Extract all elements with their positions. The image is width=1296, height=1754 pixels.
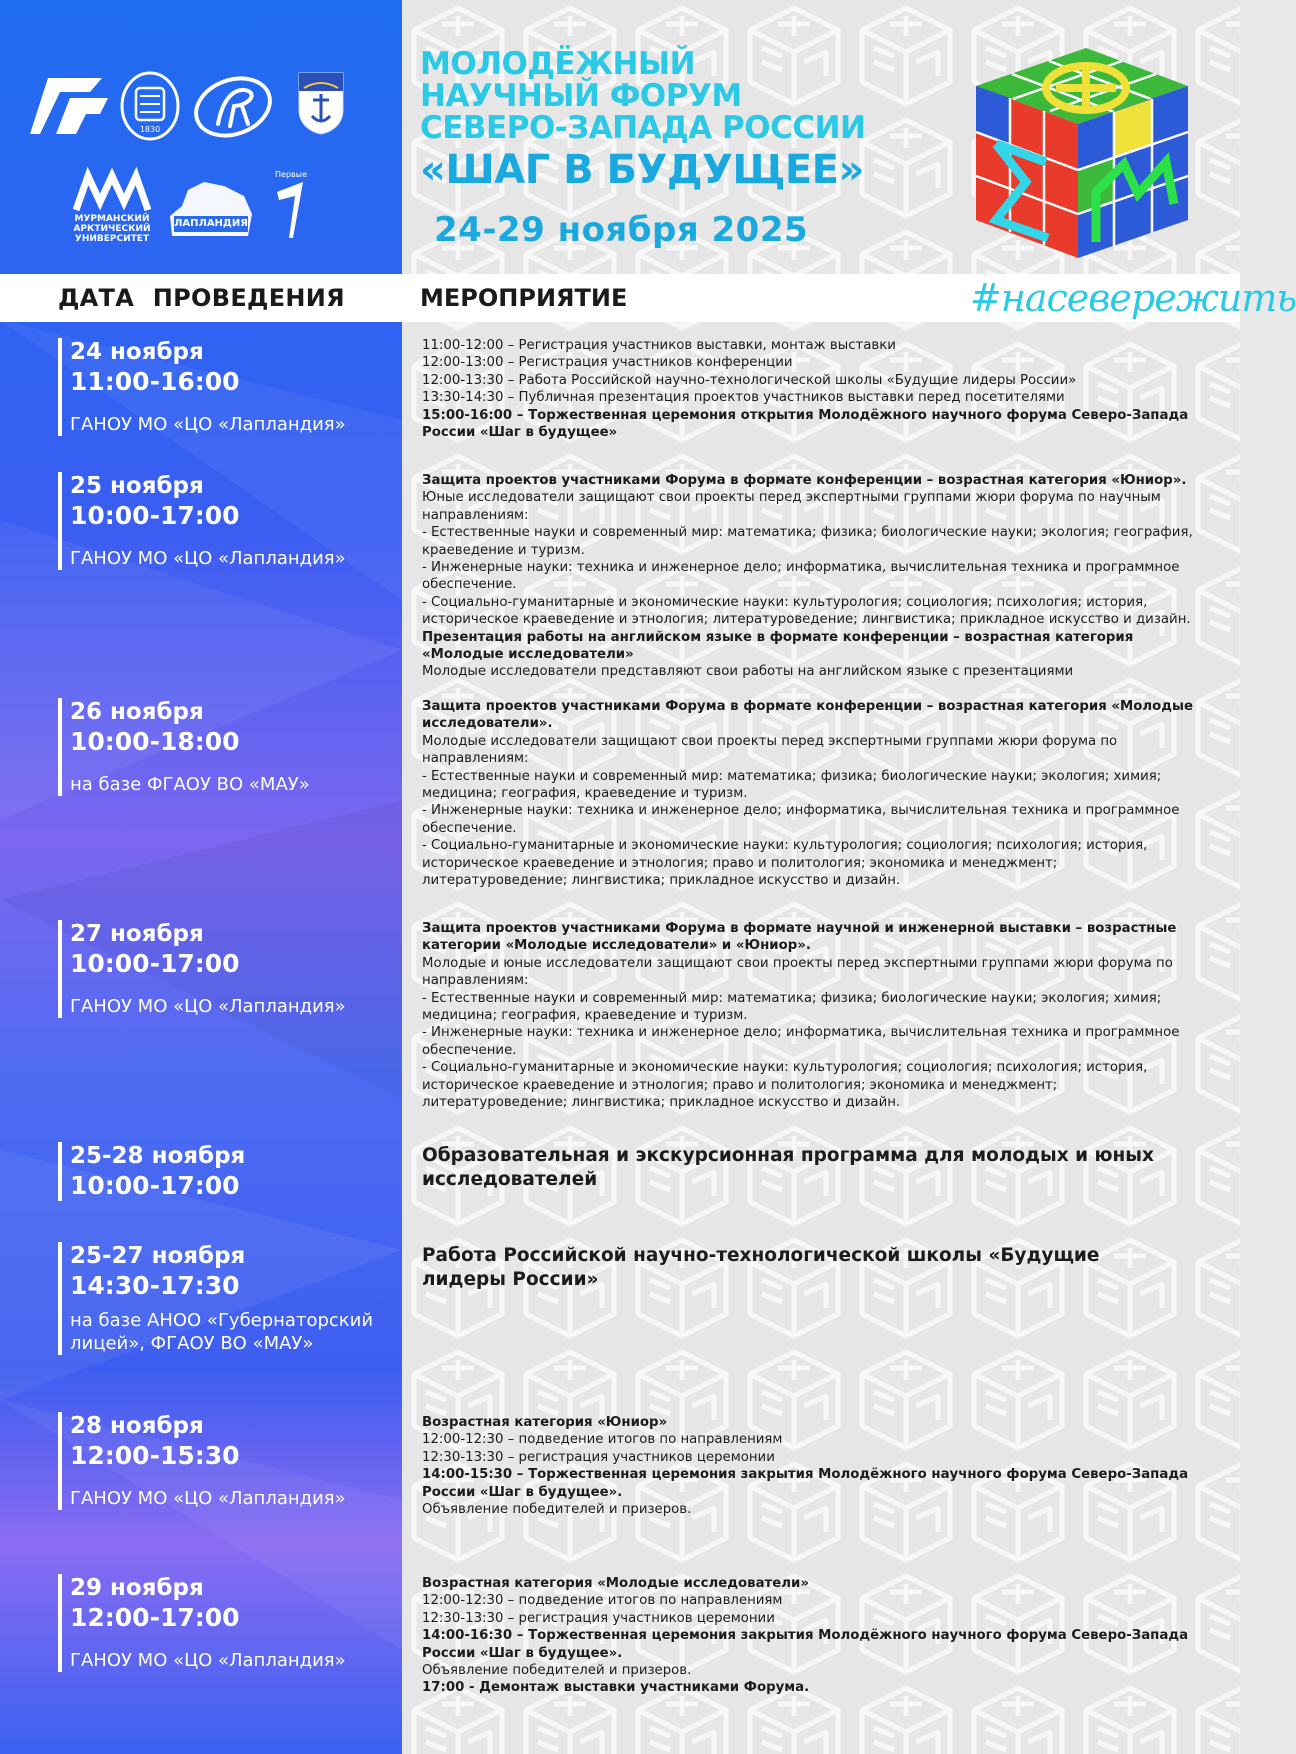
event-line: - Инженерные науки: техника и инженерное дело; информатика, вычислительная техника и программное обеспечение.	[422, 803, 1180, 836]
event-line: Возрастная категория «Юниор»	[422, 1415, 668, 1430]
event-line: 12:00-12:30 – подведение итогов по направлениям	[422, 1593, 783, 1609]
pervye-logo	[268, 170, 314, 244]
event-line: - Естественные науки и современный мир: математика; физика; биологические науки; экология; география, краеведение и туризм.	[422, 525, 1193, 558]
mau-line-2: АРКТИЧЕСКИЙ	[73, 224, 151, 234]
event-line: 12:00-12:30 – подведение итогов по направлениям	[422, 1432, 783, 1448]
event-line: Возрастная категория «Молодые исследователи»	[422, 1576, 809, 1591]
column-header-event: МЕРОПРИЯТИЕ	[420, 284, 628, 312]
event-row-2	[422, 698, 1202, 889]
date-place: ГАНОУ МО «ЦО «Лапландия»	[70, 1650, 346, 1671]
event-line: - Социально-гуманитарные и экономические науки: культурология; социология; психология; история, историческое краеведение и этнология; право и политология; экономика и менеджмент; литературоведение; лингвистика; прикладное искусство и дизайн.	[422, 1060, 1148, 1111]
mau-logo	[70, 168, 154, 248]
murmansk-emblem	[296, 70, 346, 136]
event-line: Защита проектов участниками Форума в формате научной и инженерной выставки – возрастные категории «Молодые исследователи» и «Юниор».	[422, 921, 1177, 954]
date-time: 10:00-17:00	[70, 501, 240, 530]
date-card-29	[58, 1574, 388, 1672]
laplandia-label: ЛАПЛАНДИЯ	[174, 218, 248, 229]
event-line: 14:00-15:30 – Торжественная церемония закрытия Молодёжного научного форума Северо-Запада России «Шаг в будущее».	[422, 1467, 1189, 1500]
event-line: - Социально-гуманитарные и экономические науки: культурология; социология; психология; история, историческое краеведение и этнология; литературоведение; лингвистика; прикладное искусство и дизайн.	[422, 594, 1191, 628]
date-day: 24 ноября	[70, 339, 204, 365]
date-place: на базе АНОО «Губернаторский лицей», ФГАОУ ВО «МАУ»	[70, 1310, 374, 1354]
date-time: 14:30-17:30	[70, 1271, 240, 1300]
event-line: Молодые исследователи представляют свои работы на английском языке с презентациями	[422, 664, 1074, 680]
pushkin-logo	[190, 72, 276, 142]
logo-year: 1830	[139, 125, 161, 134]
forum-title	[420, 48, 940, 194]
event-line: Молодые исследователи защищают свои проекты перед экспертными группами жюри форума по направлениям:	[422, 733, 1118, 767]
ministry-logo	[30, 70, 110, 142]
title-line-3: СЕВЕРО-ЗАПАДА РОССИИ	[420, 110, 866, 146]
event-row-7	[422, 1575, 1202, 1697]
date-card-27	[58, 920, 388, 1018]
event-line: - Инженерные науки: техника и инженерное дело; информатика, вычислительная техника и программное обеспечение.	[422, 560, 1180, 593]
event-line: 13:30-14:30 – Публичная презентация проектов участников выставки перед посетителями	[422, 390, 1065, 406]
date-place: ГАНОУ МО «ЦО «Лапландия»	[70, 1488, 346, 1509]
event-line: 12:00-13:30 – Работа Российской научно-технологической школы «Будущие лидеры России»	[422, 372, 1077, 388]
title-line-2: НАУЧНЫЙ ФОРУМ	[420, 78, 742, 114]
date-time: 12:00-17:00	[70, 1603, 240, 1632]
event-line: 14:00-16:30 – Торжественная церемония закрытия Молодёжного научного форума Северо-Запада России «Шаг в будущее».	[422, 1628, 1189, 1661]
date-card-26	[58, 698, 388, 796]
date-time: 10:00-18:00	[70, 727, 240, 756]
title-slogan: «ШАГ В БУДУЩЕЕ»	[420, 147, 864, 193]
event-row-1	[422, 472, 1202, 681]
date-day: 25 ноября	[70, 473, 204, 499]
laplandia-logo	[164, 176, 258, 242]
mau-line-1: МУРМАНСКИЙ	[74, 214, 150, 224]
date-day: 28 ноября	[70, 1413, 204, 1439]
date-place: ГАНОУ МО «ЦО «Лапландия»	[70, 414, 346, 435]
event-row-0	[422, 337, 1202, 441]
date-day: 26 ноября	[70, 699, 204, 725]
event-row-6	[422, 1414, 1202, 1518]
event-line: 12:30-13:30 – регистрация участников церемонии	[422, 1610, 775, 1626]
date-card-25-27	[58, 1242, 388, 1355]
event-line: Объявление победителей и призеров.	[422, 1502, 692, 1518]
date-place: на базе ФГАОУ ВО «МАУ»	[70, 774, 310, 795]
coat-of-arms-logo	[118, 70, 182, 142]
event-line: Молодые и юные исследователи защищают свои проекты перед экспертными группами жюри форума по направлениям:	[422, 955, 1173, 989]
date-day: 27 ноября	[70, 921, 204, 947]
hashtag: #насевережить	[970, 276, 1296, 320]
date-place: ГАНОУ МО «ЦО «Лапландия»	[70, 996, 346, 1017]
event-line: 12:30-13:30 – регистрация участников церемонии	[422, 1449, 775, 1465]
date-day: 25-27 ноября	[70, 1243, 246, 1269]
column-header-bar	[0, 274, 1296, 322]
event-line: - Социально-гуманитарные и экономические науки: культурология; социология; психология; история, историческое краеведение и этнология; право и политология; экономика и менеджмент; литературоведение; лингвистика; прикладное искусство и дизайн.	[422, 838, 1148, 889]
event-line: - Инженерные науки: техника и инженерное дело; информатика, вычислительная техника и программное обеспечение.	[422, 1025, 1180, 1058]
date-place: ГАНОУ МО «ЦО «Лапландия»	[70, 548, 346, 569]
date-card-25	[58, 472, 388, 570]
date-time: 11:00-16:00	[70, 367, 240, 396]
date-card-28	[58, 1412, 388, 1510]
event-row-3	[422, 920, 1202, 1111]
event-line: Объявление победителей и призеров.	[422, 1663, 692, 1679]
date-day: 25-28 ноября	[70, 1143, 246, 1169]
event-line: Презентация работы на английском языке в формате конференции – возрастная категория «Молодые исследователи»	[422, 629, 1134, 663]
event-line: 15:00-16:00 – Торжественная церемония открытия Молодёжного научного форума Северо-Запада России «Шаг в будущее»	[422, 407, 1189, 441]
event-line: - Естественные науки и современный мир: математика; физика; биологические науки; экология; химия; медицина; география, краеведение и туризм.	[422, 990, 1162, 1024]
forum-dates: 24-29 ноября 2025	[434, 210, 809, 250]
event-line: Юные исследователи защищают свои проекты перед экспертными группами жюри форума по научным направлениям:	[422, 490, 1161, 523]
date-time: 12:00-15:30	[70, 1441, 240, 1470]
event-row-5: Работа Российской научно-технологической школы «Будущие лидеры России»	[422, 1245, 1100, 1290]
partner-logos	[30, 60, 370, 250]
event-line: 17:00 - Демонтаж выставки участниками Форума.	[422, 1680, 810, 1696]
event-line: - Естественные науки и современный мир: математика; физика; биологические науки; экология; химия; медицина; география, краеведение и туризм.	[422, 768, 1162, 802]
date-card-24	[58, 338, 388, 436]
date-day: 29 ноября	[70, 1575, 204, 1601]
event-line: 11:00-12:00 – Регистрация участников выставки, монтаж выставки	[422, 338, 896, 353]
event-line: Защита проектов участниками Форума в формате конференции – возрастная категория «Молодые исследователи».	[422, 699, 1194, 732]
event-row-4: Образовательная и экскурсионная программа для молодых и юных исследователей	[422, 1145, 1154, 1190]
event-line: 12:00-13:00 – Регистрация участников конференции	[422, 355, 793, 371]
event-line: Защита проектов участниками Форума в формате конференции – возрастная категория «Юниор».	[422, 473, 1187, 488]
title-line-1: МОЛОДЁЖНЫЙ	[420, 46, 696, 82]
cube-emblem	[966, 44, 1196, 264]
date-card-25-28	[58, 1142, 388, 1201]
pervye-label: Первые	[275, 170, 307, 179]
column-header-date: ДАТА ПРОВЕДЕНИЯ	[58, 284, 345, 312]
date-time: 10:00-17:00	[70, 1171, 240, 1200]
mau-line-3: УНИВЕРСИТЕТ	[74, 234, 150, 244]
date-time: 10:00-17:00	[70, 949, 240, 978]
